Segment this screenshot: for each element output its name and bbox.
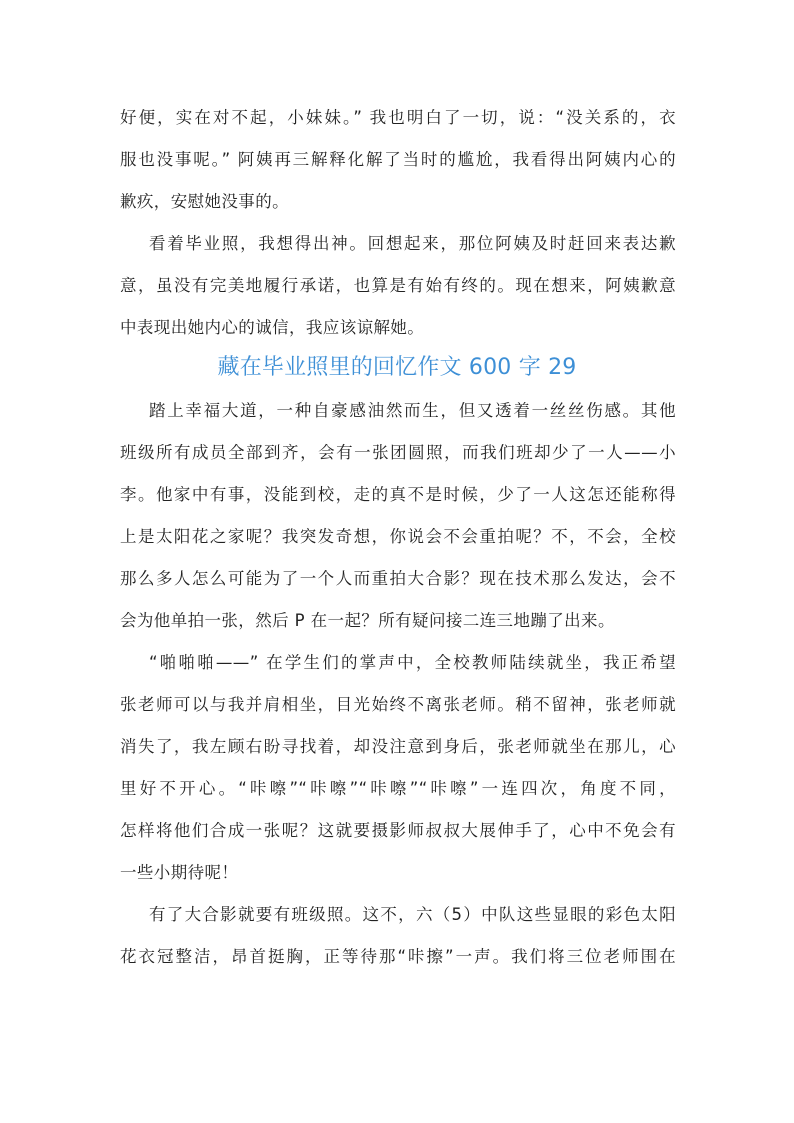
paragraph-line: 里好不开心。“咔嚓”“咔嚓”“咔嚓”“咔嚓”一连四次，角度不同， bbox=[120, 779, 676, 798]
paragraph-line: 服也没事呢。” 阿姨再三解释化解了当时的尴尬，我看得出阿姨内心的 bbox=[120, 150, 676, 169]
paragraph-line: 花衣冠整洁，昂首挺胸，正等待那“咔擦”一声。我们将三位老师围在 bbox=[120, 947, 676, 966]
paragraph-line: “啪啪啪——” 在学生们的掌声中，全校教师陆续就坐，我正希望 bbox=[149, 653, 676, 672]
paragraph-line: 会为他单拍一张，然后 P 在一起？所有疑问接二连三地蹦了出来。 bbox=[120, 611, 615, 630]
paragraph-line: 好便，实在对不起，小妹妹。” 我也明白了一切，说：“没关系的，衣 bbox=[120, 108, 676, 127]
article-title: 藏在毕业照里的回忆作文 600 字 29 bbox=[217, 355, 577, 380]
paragraph-line: 看着毕业照，我想得出神。回想起来，那位阿姨及时赶回来表达歉 bbox=[149, 234, 676, 253]
paragraph-line: 中表现出她内心的诚信，我应该谅解她。 bbox=[120, 318, 425, 337]
paragraph-line: 李。他家中有事，没能到校，走的真不是时候，少了一人这怎还能称得 bbox=[120, 485, 676, 504]
paragraph-line: 有了大合影就要有班级照。这不，六（5）中队这些显眼的彩色太阳 bbox=[149, 905, 676, 924]
paragraph-line: 那么多人怎么可能为了一个人而重拍大合影？现在技术那么发达，会不 bbox=[120, 569, 676, 588]
paragraph-line: 消失了，我左顾右盼寻找着，却没注意到身后，张老师就坐在那儿，心 bbox=[120, 737, 676, 756]
paragraph-line: 意，虽没有完美地履行承诺，也算是有始有终的。现在想来，阿姨歉意 bbox=[120, 276, 676, 295]
paragraph-line: 上是太阳花之家呢？我突发奇想，你说会不会重拍呢？不，不会，全校 bbox=[120, 527, 676, 546]
paragraph-line: 怎样将他们合成一张呢？这就要摄影师叔叔大展伸手了，心中不免会有 bbox=[120, 821, 676, 840]
paragraph-line: 张老师可以与我并肩相坐，目光始终不离张老师。稍不留神，张老师就 bbox=[120, 695, 676, 714]
paragraph-line: 歉疚，安慰她没事的。 bbox=[120, 192, 289, 211]
paragraph-line: 踏上幸福大道，一种自豪感油然而生，但又透着一丝丝伤感。其他 bbox=[149, 401, 676, 420]
paragraph-line: 一些小期待呢！ bbox=[120, 863, 239, 882]
paragraph-line: 班级所有成员全部到齐，会有一张团圆照，而我们班却少了一人——小 bbox=[120, 443, 676, 462]
